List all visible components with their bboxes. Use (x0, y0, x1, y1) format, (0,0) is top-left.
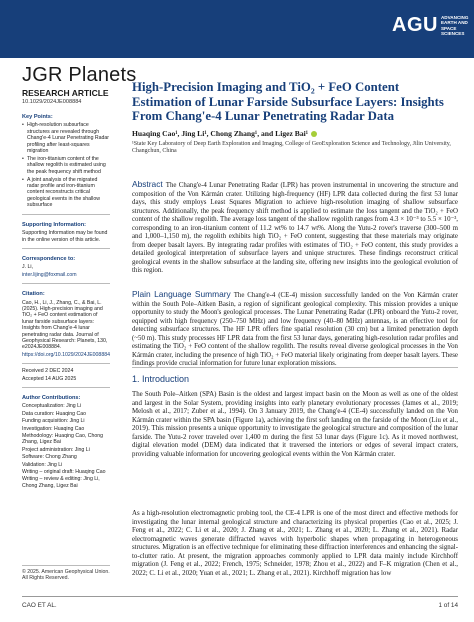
citation-text: Cao, H., Li, J., Zhang, C., & Bai, L. (2025). High-precision imaging and TiO₂ + FeO content estimation of lunar farside subsurface layers: Insights from Chang'e-4 lunar penetrating radar data. Journal of Geophysical Research: Planets, 130, e2024JE008884. (22, 299, 108, 351)
key-point: • A joint analysis of the migrated radar profile and iron-titanium content reconstructs critical geological events in the shallow subsurface (22, 177, 110, 209)
intro-paragraph: The South Pole–Aitken (SPA) Basin is the oldest and largest impact basin on the Moon as well as one of the oldest and largest in the Solar System, providing insights into early planetary evolutionary processes (James et al., 2019; Melosh et al., 2017; Zuber et al., 1994). On 3 January 2019, the Chang'e-4 (CE-4) successfully landed on the Von Kármán crater within the SPA basin (Figure 1a), achieving the first soft landing on the farside of the Moon (Liu et al., 2019). This mission presents a unique opportunity to investigate the geological structure and composition of the lunar farside. The Yutu-2 rover traveled over 1,400 m during the first 53 lunar days (Figure 1c). As it moved northwest, digital elevation model (DEM) data indicated that it traversed the interiors or edges of several impact craters, providing valuable information for uncovering geological events within the Von Kármán crater. (132, 391, 458, 458)
contribution-item: Conceptualization: Jing Li (22, 403, 82, 410)
pls-text: The Chang'e-4 (CE-4) mission successfully landed on the Von Kármán crater within the South Pole–Aitken Basin, a region of significant geological complexity. This mission provides a unique opportunity to study the Moon's geological processes. The Lunar Penetrating Radar (LPR) onboard the Yutu-2 rover, equipped with high frequency (250–750 MHz) and low frequency (40–80 MHz) antennas, is an effective tool for detecting subsurface structures. The HF LPR offers fine spatial resolution (30 cm) but a limited penetration depth (~50 m). This study processes HF LPR data from the first 53 lunar days, generating high-resolution radar profiles and estimating the TiO₂ + FeO content of the shallow regolith. The results reveal diverse geological processes in the Von Kármán crater, including the presence of high TiO₂ + FeO material likely originating from deeper basalt layers. These findings provide crucial information for future lunar exploration missions. (132, 292, 458, 368)
article-doi[interactable]: 10.1029/2024JE008884 (22, 99, 82, 105)
supporting-info-heading: Supporting Information: (22, 221, 87, 228)
abstract-label: Abstract (132, 179, 163, 189)
pls-label: Plain Language Summary (132, 289, 231, 299)
page-number: 1 of 14 (438, 602, 458, 609)
citation-doi-link[interactable]: https://doi.org/10.1029/2024JE008884 (22, 351, 110, 358)
author-list (132, 129, 458, 138)
orcid-icon[interactable] (311, 131, 317, 137)
plain-language-summary (132, 290, 458, 369)
agu-logo-text: AGU (392, 14, 438, 36)
contribution-item: Writing – review & editing: Jing Li, Chong Zhang, Ligez Bai (22, 476, 100, 489)
section-divider (132, 367, 458, 368)
journal-name: JGR Planets (22, 64, 137, 86)
sidebar-divider (22, 214, 110, 215)
article-header (132, 80, 458, 155)
sidebar-divider (22, 248, 110, 249)
author-contributions-heading: Author Contributions: (22, 395, 81, 401)
article-title: High-Precision Imaging and TiO₂ + FeO Content Estimation of Lunar Farside Subsurface Layers: Insights From Chang'e-4 Lunar Penetrating Radar Data (132, 80, 444, 124)
key-point: • High-resolution subsurface structures are revealed through Chang'e-4 Lunar Penetrating Radar profiling after least-squares migration (22, 122, 110, 154)
agu-logo-subtitle: ADVANCING EARTH AND SPACE SCIENCES (440, 14, 469, 36)
authors-text: Huaqing Cao¹, Jing Li¹, Chong Zhang¹, and Ligez Bai¹ (132, 128, 309, 138)
contribution-item: Validation: Jing Li (22, 461, 63, 468)
section-title-introduction: 1. Introduction (132, 374, 190, 384)
agu-logo[interactable] (392, 14, 474, 37)
contribution-item: Data curation: Huaqing Cao (22, 410, 87, 417)
contribution-item: Funding acquisition: Jing Li (22, 418, 85, 425)
contribution-item: Methodology: Huaqing Cao, Chong Zhang, Ligez Bai (22, 433, 104, 446)
footer-divider (22, 596, 458, 597)
abstract-text: The Chang'e-4 Lunar Penetrating Radar (LPR) has proven instrumental in uncovering the structure and composition of the Von Kármán crater. Utilizing high-frequency (HF) LPR data collected during the first 53 lunar days, this study employs Least Squares Migration to achieve high-resolution imaging of shallow subsurface structures. Additionally, the peak frequency shift method is applied to estimate the loss tangent and the TiO₂ + FeO content of the shallow regolith. The average loss tangent of the shallow regolith ranges from 4.3 × 10⁻³ to 5.5 × 10⁻³, corresponding to an iron-titanium content of 11.2 wt% to 14.7 wt%. Along the Yutu-2 rover's traverse (300–500 m and 1,000–1,150 m), the regolith exhibits high TiO₂ + FeO content, suggesting that these materials may originate from deeper basalt layers. By integrating radar profiles with estimates of TiO₂ + FeO content, this study provides a detailed geological interpretation of subsurface layers and unique structures. These findings reconstruct critical geological events in the shallow subsurface at the landing site, offering new insights into the geological evolution of this region. (132, 182, 458, 275)
article-type: RESEARCH ARTICLE (22, 88, 109, 98)
journal-header-band (0, 0, 474, 58)
copyright-notice: © 2025. American Geophysical Union. All Rights Reserved. (22, 565, 110, 582)
contribution-item: Writing – original draft: Huaqing Cao (22, 469, 106, 476)
received-date: Received 2 DEC 2024 (22, 368, 74, 375)
contribution-item: Project administration: Jing Li (22, 446, 90, 453)
sidebar-divider (22, 283, 110, 284)
abstract (132, 180, 458, 276)
intro-paragraph: As a high-resolution electromagnetic probing tool, the CE-4 LPR is one of the most direct and effective methods for investigating the lunar internal geological structure and characterizing its physical properties (Cao et al., 2025; J. Feng et al., 2022; C. Li et al., 2020; J. Zhang et al., 2021; L. Zhang et al., 2020; L. Zhang et al., 2021). Radar electromagnetic waves generate diffracted waves with hyperbolic shapes when propagating in heterogeneous structures. Migration is an effective technique for eliminating these diffraction interferences and enhancing the signal-to-clutter ratio. At present, the migration approaches commonly applied to LPR data mainly include Kirchhoff migration (J. Feng et al., 2022; French, 1975; Schneider, 1978; Zhou et al., 2022) and F–K migration (Chen et al., 2022; C. Li et al., 2020; Yuan et al., 2021; L. Zhang et al., 2021). Kirchhoff migration has low (132, 510, 458, 577)
contribution-item: Investigation: Huaqing Cao (22, 425, 85, 432)
contribution-item: Software: Chong Zhang (22, 454, 77, 461)
correspondence-email-link[interactable]: inter.lijing@foxmail.com (22, 271, 77, 278)
key-point: • The iron-titanium content of the shallow regolith is estimated using the peak frequency shift method (22, 156, 110, 175)
correspondence-name: J. Li, (22, 264, 33, 271)
sidebar-divider (22, 387, 110, 388)
accepted-date: Accepted 14 AUG 2025 (22, 375, 77, 382)
footer-authors: CAO ET AL. (22, 602, 57, 609)
citation-heading: Citation: (22, 291, 45, 298)
sidebar (22, 114, 110, 490)
author-affiliation: ¹State Key Laboratory of Deep Earth Exploration and Imaging, College of GeoExploration Science and Technology, Jilin University, Changchun, China (132, 140, 451, 154)
correspondence-heading: Correspondence to: (22, 255, 76, 262)
key-points-heading: Key Points: (22, 114, 53, 120)
supporting-info-text: Supporting Information may be found in the online version of this article. (22, 230, 108, 243)
key-points-list (22, 122, 110, 208)
sidebar-divider (22, 363, 110, 364)
